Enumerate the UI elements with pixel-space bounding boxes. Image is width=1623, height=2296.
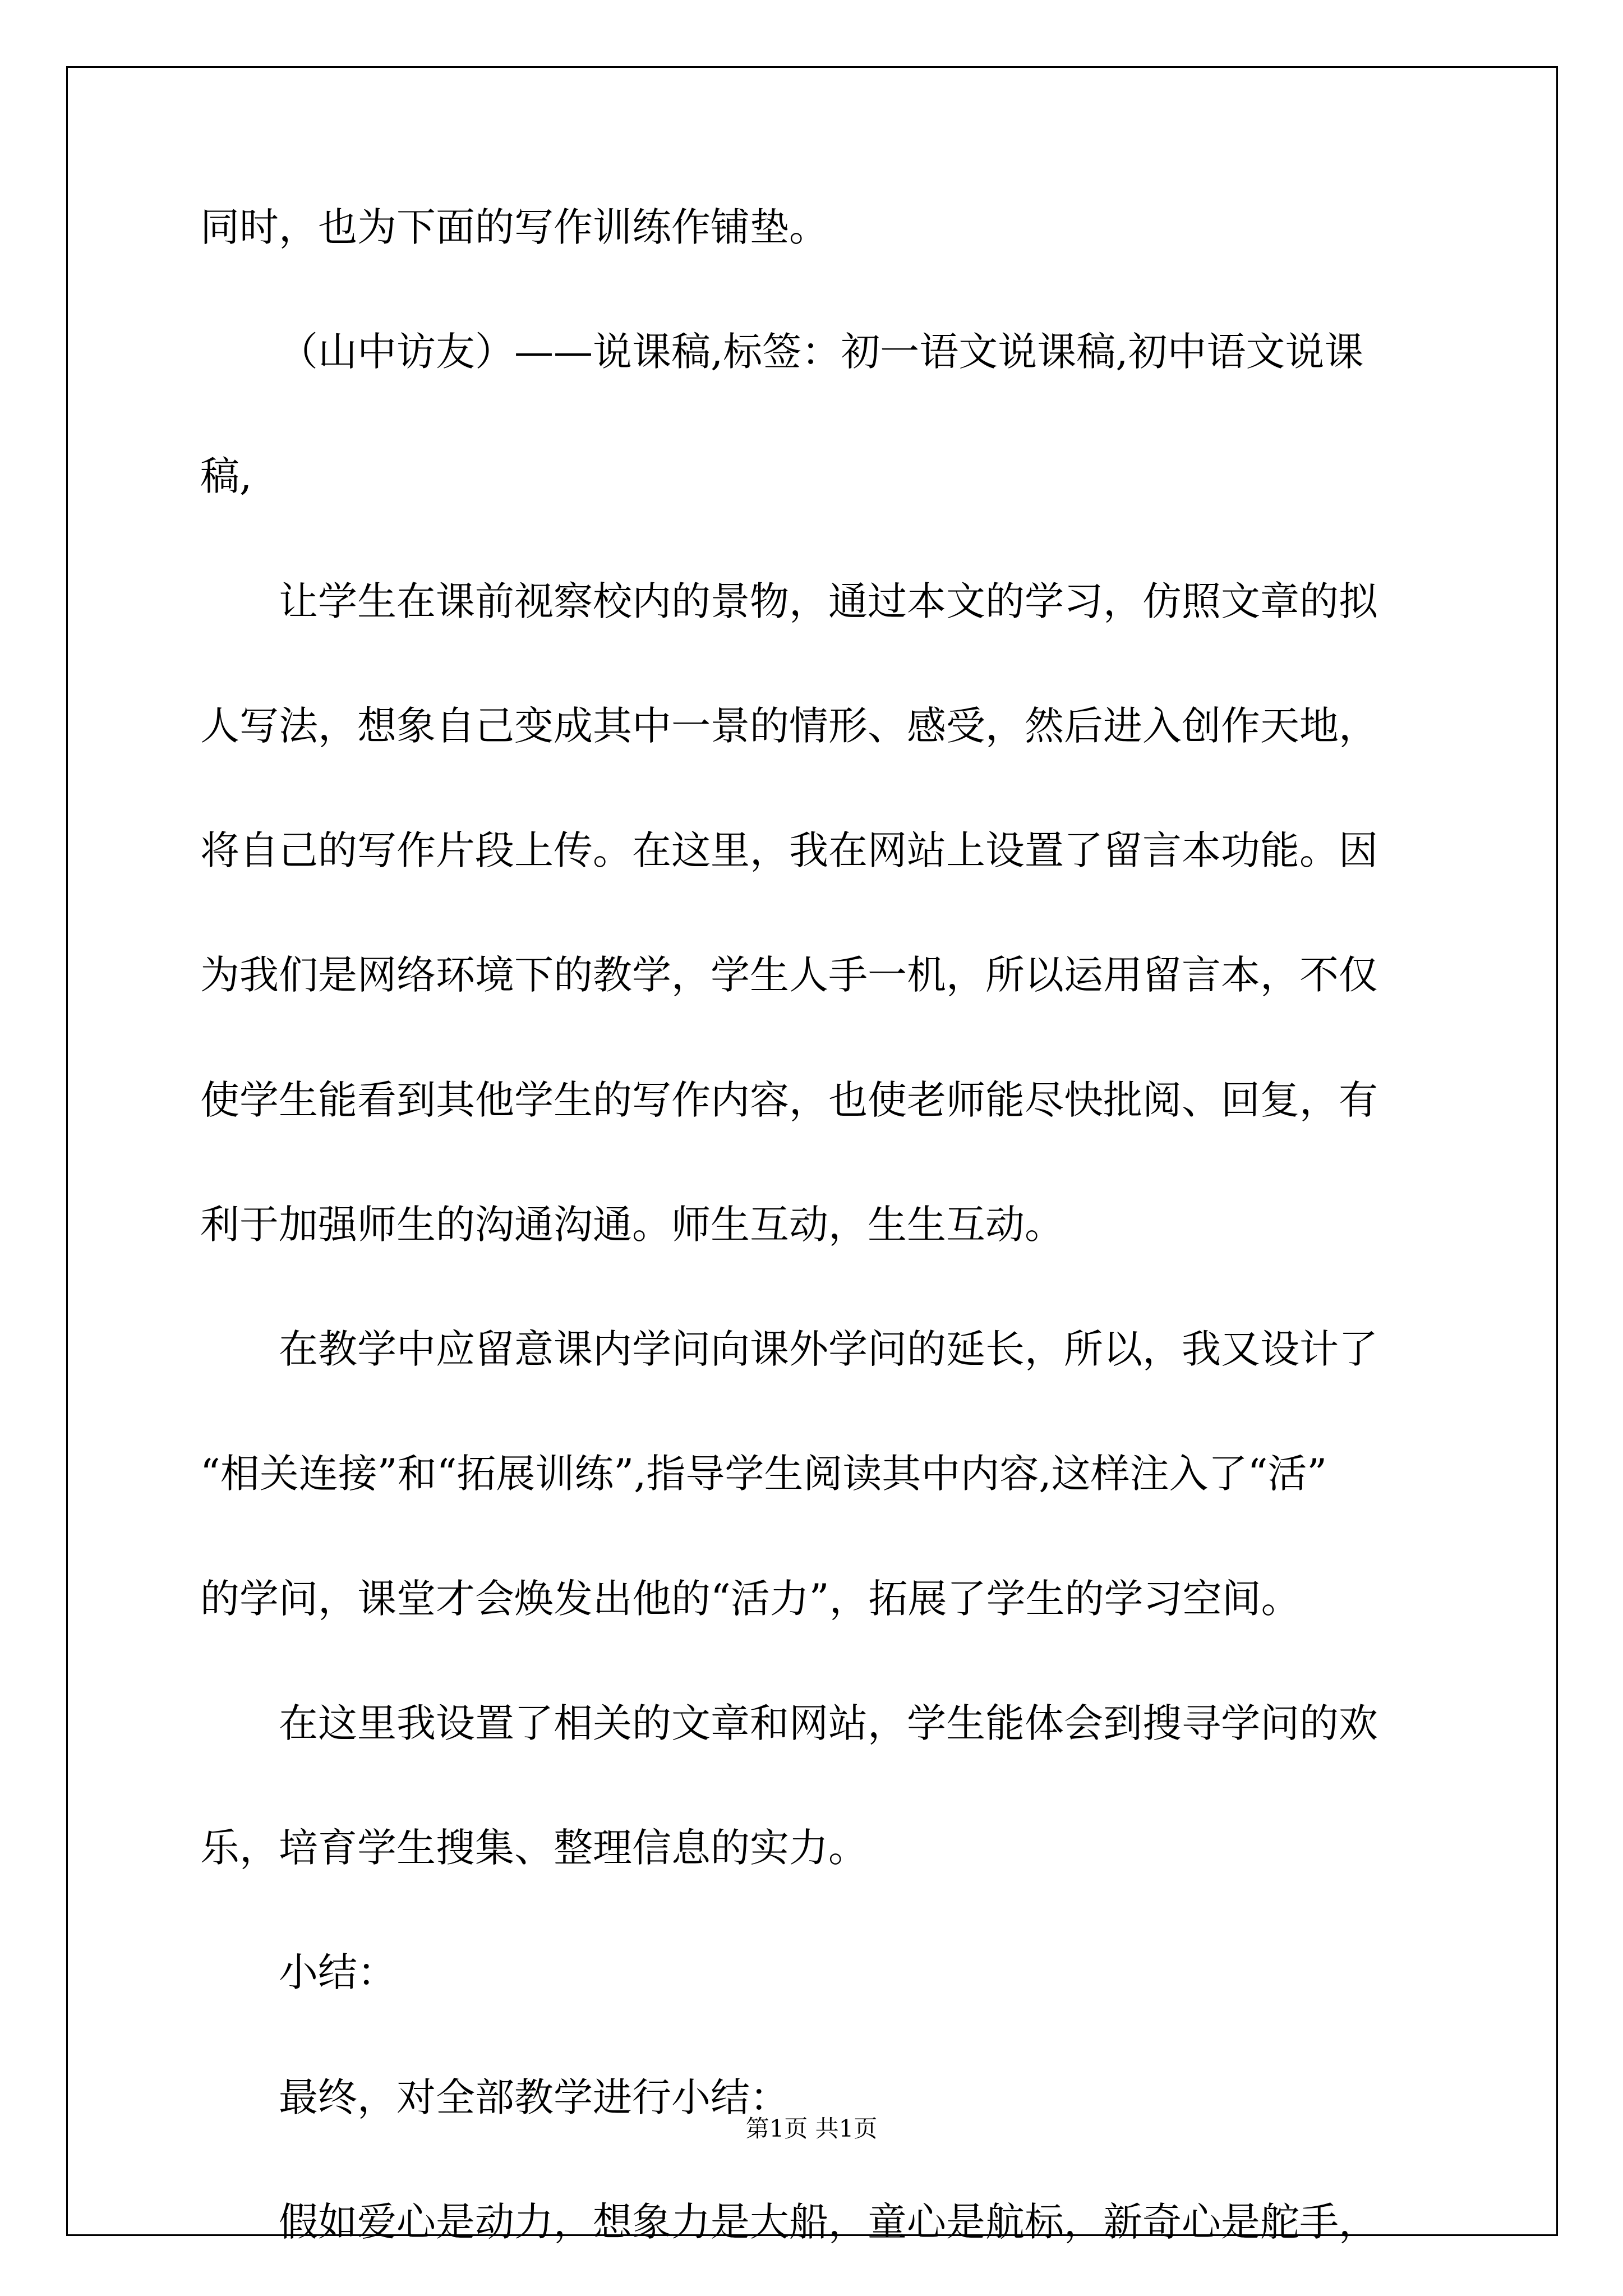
text-line: （山中访友）——说课稿,标签：初一语文说课稿,初中语文说课 [279, 329, 1364, 375]
text-line: 假如爱心是动力，想象力是大船，童心是航标，新奇心是舵手， [279, 2199, 1378, 2245]
text-line: 小结： [279, 1949, 396, 1995]
text-line: 为我们是网络环境下的教学，学生人手一机，所以运用留言本，不仅 [200, 952, 1378, 998]
text-line: 在这里我设置了相关的文章和网站，学生能体会到搜寻学问的欢 [279, 1700, 1378, 1746]
page-border [66, 66, 1558, 2236]
text-line: 乐，培育学生搜集、整理信息的实力。 [200, 1825, 868, 1871]
text-line: 人写法，想象自己变成其中一景的情形、感受，然后进入创作天地， [200, 703, 1378, 749]
page-footer: 第1页 共1页 [745, 2115, 878, 2142]
text-line: 稿, [200, 453, 252, 499]
text-line: 最终，对全部教学进行小结： [279, 2074, 789, 2120]
text-line: 利于加强师生的沟通沟通。师生互动，生生互动。 [200, 1202, 1064, 1248]
text-line: 让学生在课前视察校内的景物，通过本文的学习，仿照文章的拟 [279, 578, 1378, 624]
text-line: “相关连接”和“拓展训练”,指导学生阅读其中内容,这样注入了“活” [200, 1451, 1327, 1497]
text-line: 同时，也为下面的写作训练作铺垫。 [200, 204, 828, 250]
text-line: 使学生能看到其他学生的写作内容，也使老师能尽快批阅、回复，有 [200, 1077, 1378, 1123]
text-line: 在教学中应留意课内学问向课外学问的延长，所以，我又设计了 [279, 1326, 1378, 1372]
text-line: 的学问，课堂才会焕发出他的“活力”，拓展了学生的学习空间。 [200, 1576, 1301, 1622]
text-line: 将自己的写作片段上传。在这里，我在网站上设置了留言本功能。因 [200, 827, 1378, 873]
